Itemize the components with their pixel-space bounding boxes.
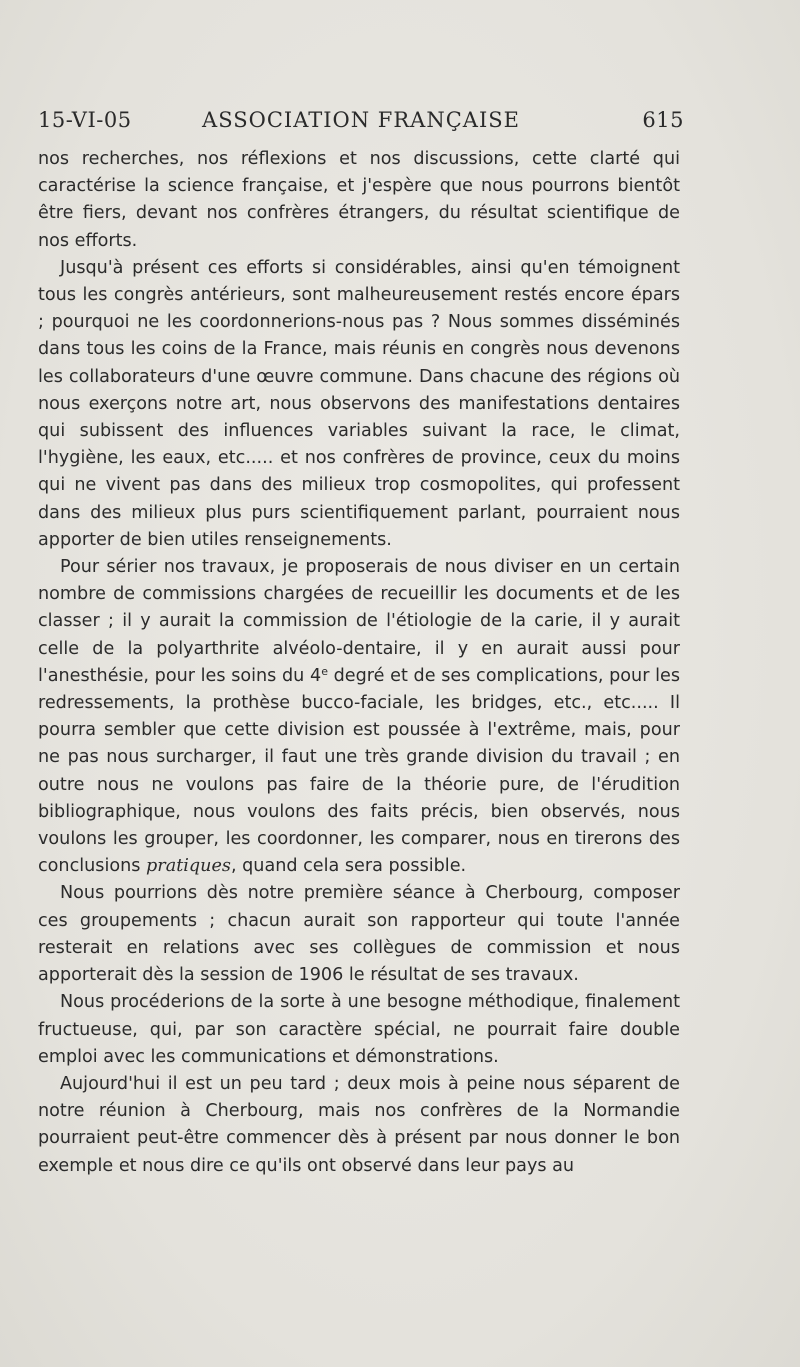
paragraph-5: Nous procéderions de la sorte à une besogne méthodique, finalement fructueuse, qui, par son caractère spécial, ne pourrait faire double emploi avec les communications et démonstrations. — [38, 992, 680, 1067]
header-title: ASSOCIATION FRANÇAISE — [202, 108, 520, 132]
paragraph-3-part-c: , quand cela sera possible. — [230, 856, 467, 877]
superscript-e: e — [321, 664, 328, 678]
paragraph-3 — [38, 554, 680, 880]
paragraph-4: Nous pourrions dès notre première séance à Cherbourg, composer ces groupements ; chacun aurait son rapporteur qui toute l'année resterait en relations avec ses collègues de commission et nous apporterait dès la session de 1906 le résultat de ses travaux. — [38, 883, 680, 986]
running-header — [38, 108, 684, 138]
paragraph-2: Jusqu'à présent ces efforts si considérables, ainsi qu'en témoignent tous les congrès antérieurs, sont malheureusement restés encore épars ; pourquoi ne les coordonnerions-nous pas ? Nous sommes disséminés dans tous les coins de la France, mais réunis en congrès nous devenons les collaborateurs d'une œuvre commune. Dans chacune des régions où nous exerçons notre art, nous observons des manifestations dentaires qui subissent des influences variables suivant la race, le climat, l'hygiène, les eaux, etc..... et nos confrères de province, ceux du moins qui ne vivent pas dans des milieux trop cosmopolites, qui professent dans des milieux plus purs scientifiquement parlant, pourraient nous apporter de bien utiles renseignements. — [38, 257, 680, 550]
body-text — [38, 146, 680, 1180]
page-number: 615 — [642, 108, 684, 132]
italic-word: pratiques — [146, 856, 231, 877]
paragraph-3-part-a: Pour sérier nos travaux, je proposerais de nous diviser en un certain nombre de commissions chargées de recueillir les documents et de les classer ; il y aurait la commission de l'étiologie de la carie, il y aurait celle de la polyarthrite alvéolo-dentaire, il y en aurait aussi pour l'anesthésie, pour les soins du 4 — [38, 557, 680, 686]
paragraph-6: Aujourd'hui il est un peu tard ; deux mois à peine nous séparent de notre réunion à Cherbourg, mais nos confrères de la Normandie pourraient peut-être commencer dès à présent par nous donner le bon exemple et nous dire ce qu'ils ont observé dans leur pays au — [38, 1073, 680, 1176]
header-date: 15-VI-05 — [38, 108, 132, 132]
paragraph-1: nos recherches, nos réflexions et nos discussions, cette clarté qui caractérise la science française, et j'espère que nous pourrons bientôt être fiers, devant nos confrères étrangers, du résultat scientifique de nos efforts. — [38, 149, 680, 251]
paragraph-3-part-b: degré et de ses complications, pour les redressements, la prothèse bucco-faciale, les bridges, etc., etc..... Il pourra sembler que cette division est poussée à l'extrême, mais, pour ne pas nous surcharger, il faut une très grande division du travail ; en outre nous ne voulons pas faire de la théorie pure, de l'érudition bibliographique, nous voulons des faits précis, bien observés, nous voulons les grouper, les coordonner, les comparer, nous en tirerons des conclusions — [38, 665, 680, 877]
